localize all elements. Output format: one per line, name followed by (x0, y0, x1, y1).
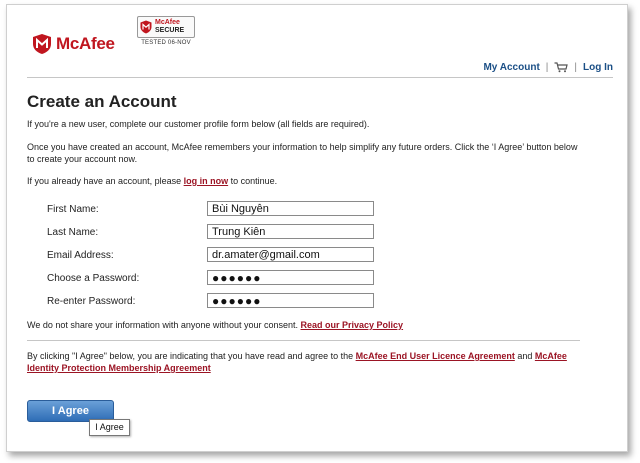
seal-tested-date: TESTED 06-NOV (141, 40, 191, 46)
membership-agreement-link[interactable]: McAfee Identity Protection Membership Agreement (27, 351, 567, 373)
agreement-text (27, 350, 587, 374)
mcafee-logo[interactable] (32, 33, 115, 55)
password-field[interactable] (207, 270, 374, 285)
login-now-link[interactable]: log in now (183, 176, 229, 186)
reenter-password-label: Re-enter Password: (47, 296, 136, 307)
mcafee-shield-icon (32, 33, 52, 55)
my-account-link[interactable]: My Account (483, 62, 540, 73)
top-navigation (483, 62, 613, 73)
seal-box (137, 16, 195, 38)
privacy-notice (27, 320, 403, 330)
nav-separator-2: | (574, 62, 577, 73)
email-label: Email Address: (47, 250, 114, 261)
first-name-field[interactable] (207, 201, 374, 216)
reenter-password-field[interactable] (207, 293, 374, 308)
page-title: Create an Account (27, 92, 177, 111)
last-name-label: Last Name: (47, 227, 99, 238)
mcafee-secure-seal[interactable] (137, 16, 195, 46)
mcafee-seal-icon (140, 20, 152, 34)
i-agree-button[interactable]: I Agree (27, 400, 114, 422)
first-name-label: First Name: (47, 204, 99, 215)
password-label: Choose a Password: (47, 273, 140, 284)
last-name-field[interactable] (207, 224, 374, 239)
nav-separator: | (545, 62, 549, 73)
browser-page (6, 4, 628, 452)
seal-text (155, 19, 184, 35)
login-link[interactable]: Log In (583, 62, 613, 73)
email-field[interactable] (207, 247, 374, 262)
header-divider (27, 77, 613, 78)
privacy-policy-link[interactable]: Read our Privacy Policy (300, 320, 404, 330)
agreement-and: and (514, 351, 535, 361)
cart-icon[interactable] (554, 62, 568, 73)
privacy-text: We do not share your information with anyone without your consent. (27, 320, 301, 330)
section-divider (27, 340, 580, 341)
login-prompt-suffix: to continue. (228, 176, 278, 186)
logo-text: McAfee (56, 34, 115, 53)
eula-link[interactable]: McAfee End User Licence Agreement (355, 351, 515, 361)
seal-secure: SECURE (155, 27, 185, 34)
login-prompt-prefix: If you already have an account, please (27, 176, 184, 186)
i-agree-tooltip: I Agree (89, 419, 130, 436)
seal-brand: McAfee (155, 19, 180, 26)
explain-text: Once you have created an account, McAfee remembers your information to help simplify any future orders. Click the ‘I Agree’ button below to create your account now. (27, 142, 578, 164)
agreement-prefix: By clicking "I Agree" below, you are indicating that you have read and agree to the (27, 351, 356, 361)
login-prompt (27, 175, 277, 187)
intro-text: If you're a new user, complete our customer profile form below (all fields are required). (27, 119, 370, 129)
